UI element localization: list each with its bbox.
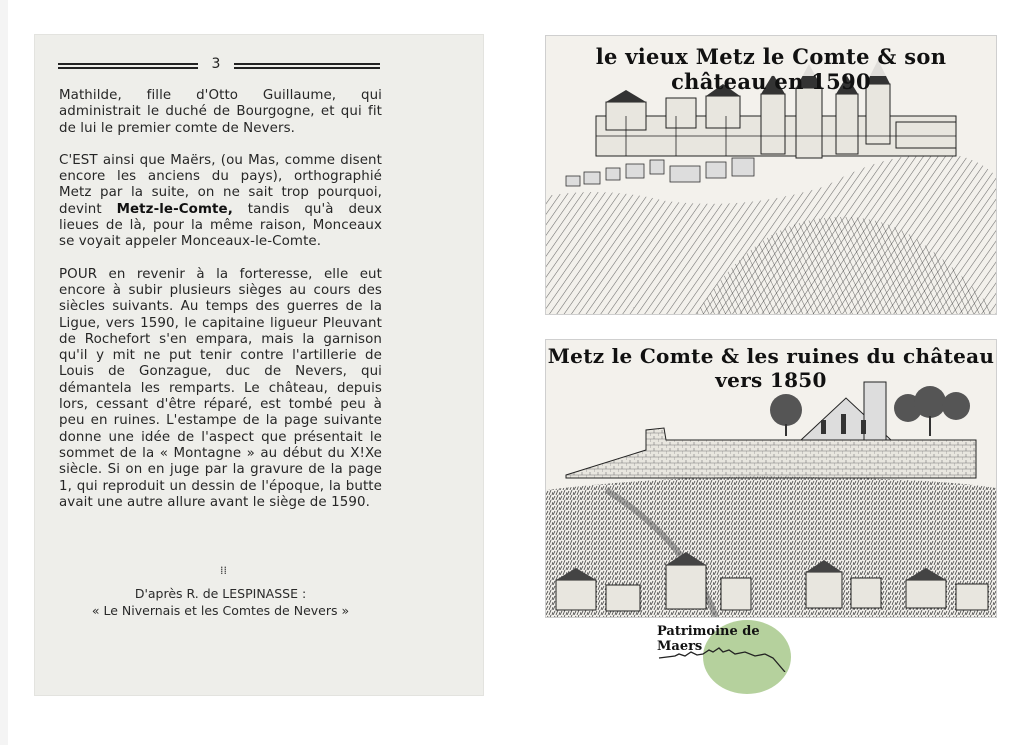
patrimoine-logo	[655, 620, 795, 698]
engraving-2-caption: Metz le Comte & les ruines du château vers 1850	[547, 344, 995, 392]
paragraph-3-text: POUR en revenir à la forteresse, elle eut encore à subir plusieurs sièges au cours des siècles suivants. Au temps des guerres de la Ligue, vers 1590, le capitaine ligueur Pleuvant de Rochefort s'en empara, mais la garnison qu'il y mit ne put tenir contre l'artillerie de Louis de Gonzague, duc de Nevers, qui démantela les remparts. Le château, depuis lors, cessant d'être réparé, est tombé peu à peu en ruines. L'estampe de la page suivante donne une idée de l'aspect que présentait le sommet de la « Montagne » au début du X!Xe siècle. Si on en juge par la gravure de la page 1, qui reproduit un dessin de l'époque, la butte avait une autre allure avant le siège de 1590.	[59, 266, 382, 510]
paragraph-3	[59, 267, 382, 511]
paragraph-2	[59, 153, 382, 251]
engraving-1-caption: le vieux Metz le Comte & son château en 1590	[595, 44, 947, 94]
page-header	[58, 56, 380, 76]
paragraph-2-text-b: tandis qu'à deux lieues de là, pour la même raison, Monceaux se voyait appeler Monceaux-le-Comte.	[59, 201, 382, 250]
paragraph-1-text: Mathilde, fille d'Otto Guillaume, qui administrait le duché de Bourgogne, et qui fit de lui le premier comte de Nevers.	[59, 88, 382, 136]
credit-author: D'après R. de LESPINASSE :	[134, 586, 307, 601]
paragraph-1	[59, 88, 382, 137]
engraving-ruins-1850	[545, 339, 997, 618]
page-number: 3	[211, 56, 221, 72]
engraving-castle-1590	[545, 35, 997, 315]
article-body	[59, 88, 382, 527]
scan-edge	[0, 0, 8, 745]
logo-text: Patrimoine de Maers	[657, 624, 760, 654]
header-rule-left	[58, 63, 198, 69]
header-rule-right	[234, 63, 380, 69]
paragraph-2-bold: Metz-le-Comte,	[116, 201, 233, 217]
separator-ornament: ⁞⁞	[220, 564, 227, 577]
logo-skyline-icon	[655, 642, 795, 672]
paragraph-2-text-a: C'EST ainsi que Maërs, (ou Mas, comme disent encore les anciens du pays), orthographié Metz par la suite, on ne sait trop pourquoi, devint	[59, 152, 382, 217]
source-credit	[59, 585, 382, 619]
credit-title: « Le Nivernais et les Comtes de Nevers »	[91, 603, 350, 618]
